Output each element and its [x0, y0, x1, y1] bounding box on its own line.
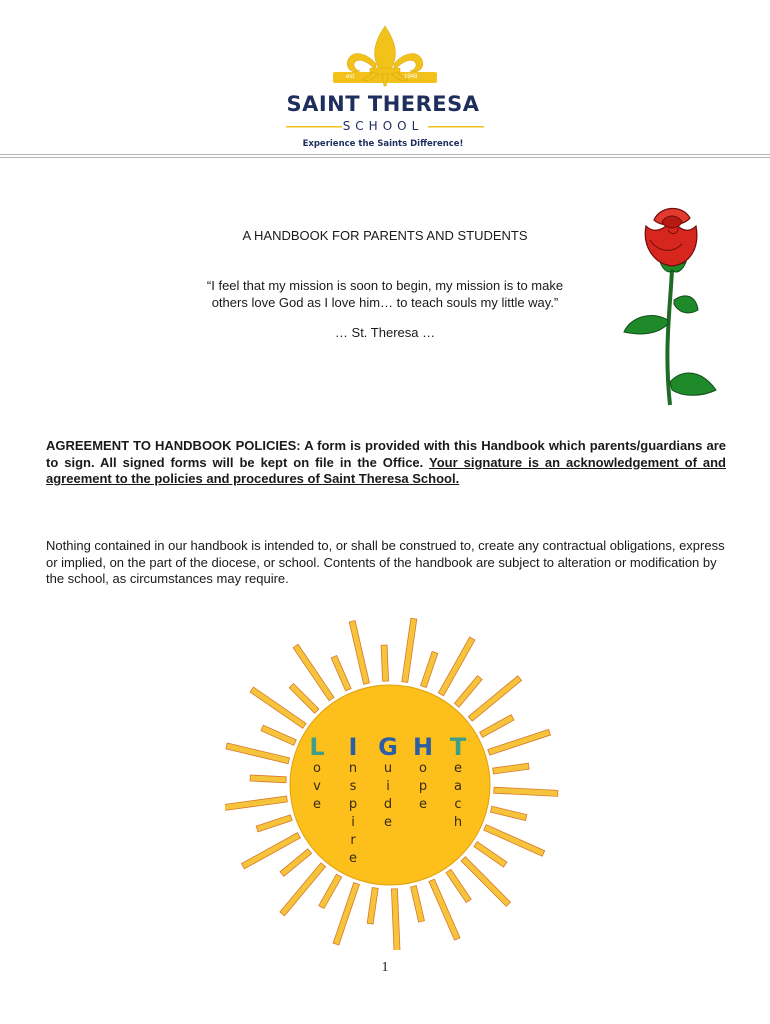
- sun-ray: [480, 715, 514, 738]
- sun-ray: [367, 888, 378, 924]
- sun-ray: [402, 618, 417, 682]
- sun-ray: [490, 806, 526, 820]
- light-word-letter: o: [419, 761, 427, 776]
- sun-ray: [429, 879, 460, 940]
- light-word-letter: e: [313, 797, 321, 812]
- light-word-letter: h: [453, 815, 463, 830]
- school-tagline: Experience the Saints Difference!: [302, 139, 464, 149]
- light-word-letter: i: [351, 815, 355, 830]
- sun-ray: [474, 842, 507, 867]
- light-sun-graphic: [225, 610, 595, 950]
- light-word-letter: r: [350, 833, 356, 848]
- light-initial: G: [378, 733, 398, 761]
- quote: [150, 277, 620, 311]
- light-word-letter: o: [313, 761, 321, 776]
- light-word-letter: c: [454, 797, 462, 812]
- sun-ray: [333, 883, 359, 946]
- fleur-de-lis-icon: [0, 0, 770, 158]
- light-word-letter: u: [383, 761, 393, 776]
- light-word-letter: e: [349, 851, 357, 866]
- sun-ray: [494, 787, 558, 796]
- header-divider: [0, 154, 770, 155]
- handbook-disclaimer: Nothing contained in our handbook is intended to, or shall be construed to, create any contractual obligations, express or implied, on the part of the diocese, or school. Contents of the handbook are subject to alteration or modification by the school, as circumstances may require.: [46, 538, 725, 586]
- light-word-letter: p: [348, 797, 358, 812]
- light-word-letter: e: [454, 761, 462, 776]
- sun-ray: [421, 651, 438, 687]
- sun-ray: [484, 825, 545, 857]
- light-initial: I: [348, 733, 358, 761]
- light-initial: H: [412, 733, 434, 761]
- light-word-letter: s: [349, 779, 357, 794]
- sun-ray: [256, 815, 292, 832]
- sun-ray: [381, 645, 389, 681]
- light-word-letter: e: [419, 797, 427, 812]
- light-word-letter: e: [384, 815, 392, 830]
- quote-line: others love God as I love him… to teach souls my little way.”: [211, 295, 559, 310]
- handbook-agreement: [46, 438, 726, 488]
- sun-ray: [225, 796, 287, 811]
- sun-ray: [289, 684, 319, 714]
- established-label: est.: [346, 74, 356, 80]
- rose-icon: [620, 200, 730, 420]
- sun-ray: [391, 889, 400, 950]
- established-year: 1948: [404, 74, 418, 80]
- sun-ray: [493, 763, 529, 774]
- sun-ray: [280, 849, 312, 877]
- light-word-letter: n: [348, 761, 358, 776]
- light-word-letter: v: [313, 779, 321, 794]
- school-name: SAINT THERESA: [286, 92, 480, 116]
- page-number: 1: [381, 960, 389, 975]
- light-initial: T: [449, 733, 467, 761]
- sun-ray: [331, 656, 351, 691]
- light-word-letter: p: [418, 779, 428, 794]
- quote-line: “I feel that my mission is soon to begin, my mission is to make: [206, 278, 564, 293]
- sun-ray: [319, 874, 342, 908]
- light-initial: L: [309, 733, 325, 761]
- agreement-signature-note: Your signature is an acknowledgement of and agreement to the policies and procedures of Saint Theresa School.: [46, 454, 726, 486]
- light-word-letter: a: [454, 779, 462, 794]
- sun-ray: [411, 886, 425, 922]
- light-word-letter: d: [383, 797, 393, 812]
- header-divider: [0, 157, 770, 158]
- sun-ray: [446, 869, 471, 902]
- school-subtitle: SCHOOL: [342, 119, 424, 133]
- handbook-title: A HANDBOOK FOR PARENTS AND STUDENTS: [242, 228, 528, 243]
- sun-ray: [349, 621, 369, 685]
- sun-ray: [250, 775, 286, 783]
- quote-attribution: … St. Theresa …: [334, 325, 436, 340]
- light-word-letter: i: [386, 779, 390, 794]
- sun-ray: [454, 676, 482, 707]
- agreement-text: AGREEMENT TO HANDBOOK POLICIES: A form is provided with this Handbook which parents/guardians are to sign. All signed forms will be kept on file in the Office.: [46, 438, 726, 470]
- sun-ray: [488, 729, 551, 755]
- sun-ray: [226, 743, 290, 764]
- sun-ray: [261, 725, 296, 745]
- school-logo-header: [0, 0, 770, 158]
